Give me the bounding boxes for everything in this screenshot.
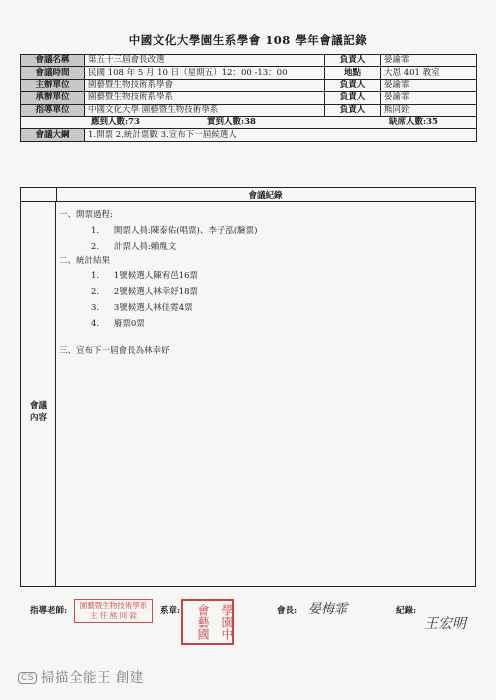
page-title: 中國文化大學園生系學會 108 學年會議記錄 <box>128 33 368 47</box>
advisor-label: 指導老師: <box>30 606 68 616</box>
list-item-number: 4. <box>91 319 100 329</box>
president-signature: 晏梅霏 <box>308 602 348 617</box>
list-item-text: 3號候選人林佳霓4票 <box>113 303 193 313</box>
info-value: 園藝暨生物技術系學會 <box>85 79 325 91</box>
list-item <box>91 285 198 297</box>
stamp-line: 主 任 熊 同 銓 <box>89 611 138 620</box>
info-value: 熊同銓 <box>381 104 477 116</box>
side-label-cell <box>21 202 56 586</box>
recorder-signature: 王宏明 <box>424 616 466 632</box>
list-item-number: 2. <box>91 287 100 297</box>
list-item <box>91 240 176 252</box>
watermark-text: 掃描全能王 創建 <box>41 670 144 686</box>
department-seal <box>181 599 234 645</box>
info-value: 園藝暨生物技術系學系 <box>85 92 325 104</box>
record-header <box>21 188 475 202</box>
expected-count: 應到人數:73 <box>91 116 140 127</box>
info-value: 中國文化大學 園藝暨生物技術學系 <box>85 104 325 116</box>
list-item-text: 計票人員:賴胤文 <box>113 242 177 252</box>
stamp-line: 園藝暨生物技術學系 <box>79 601 148 610</box>
list-item-number: 1. <box>91 226 100 236</box>
info-value: 晏諭霏 <box>381 55 477 67</box>
list-item-text: 1號候選人陳宥邑16票 <box>113 271 199 281</box>
side-label-line1: 會議 <box>29 401 47 411</box>
info-row <box>21 92 477 104</box>
actual-count: 實到人數:38 <box>207 116 256 127</box>
info-value: 晏諭霏 <box>381 92 477 104</box>
info-label: 負責人 <box>325 55 381 67</box>
president-label: 會長: <box>277 606 298 616</box>
meeting-record-section <box>20 187 476 587</box>
info-label: 會議時間 <box>21 67 85 79</box>
list-item <box>91 301 193 313</box>
record-heading: 會議紀錄 <box>248 191 283 201</box>
list-item-text: 開票人員:陳泰佑(唱票)、李子泓(驗票) <box>113 226 258 236</box>
info-label: 地點 <box>325 67 381 79</box>
list-item <box>91 224 257 236</box>
info-row <box>21 104 477 116</box>
list-item-number: 2. <box>91 242 100 252</box>
list-item <box>91 317 145 329</box>
agenda-row <box>21 129 477 141</box>
info-label: 負責人 <box>325 79 381 91</box>
side-label-line2: 內容 <box>29 413 47 423</box>
seal-text: 會藝國 <box>196 604 210 640</box>
info-label: 指導單位 <box>21 104 85 116</box>
info-value: 民國 108 年 5 月 10 日（星期五）12：00 -13：00 <box>85 67 325 79</box>
info-label: 主辦單位 <box>21 79 85 91</box>
record-content <box>59 202 475 586</box>
stats-row <box>21 116 477 128</box>
list-item-number: 1. <box>91 271 100 281</box>
list-item <box>91 269 198 281</box>
info-label: 會議名稱 <box>21 55 85 67</box>
info-value: 大恩 401 教室 <box>381 67 477 79</box>
scanner-watermark <box>18 666 144 686</box>
info-row <box>21 67 477 79</box>
section-two-title: 二、統計結果 <box>59 256 111 266</box>
cs-logo-icon: CS <box>18 672 37 684</box>
section-three-title: 三、宣布下一屆會長為林幸妤 <box>59 346 170 356</box>
info-label: 負責人 <box>325 104 381 116</box>
section-one-title: 一、開票過程: <box>59 210 113 220</box>
seal-text: 學園中 <box>220 604 234 640</box>
agenda-label: 會議大綱 <box>21 129 85 141</box>
list-item-number: 3. <box>91 303 100 313</box>
info-row <box>21 79 477 91</box>
info-row <box>21 55 477 67</box>
info-label: 負責人 <box>325 92 381 104</box>
advisor-stamp <box>74 599 153 623</box>
info-label: 承辦單位 <box>21 92 85 104</box>
info-value: 晏諭霏 <box>381 79 477 91</box>
recorder-label: 紀錄: <box>396 606 417 616</box>
list-item-text: 2號候選人林幸妤18票 <box>113 287 199 297</box>
seal-label: 系章: <box>160 606 181 616</box>
info-value: 第五十三屆會長改選 <box>85 55 325 67</box>
agenda-value: 1.開票 2.統計票數 3.宣布下一屆候選人 <box>85 129 477 141</box>
list-item-text: 廢票0票 <box>113 319 145 329</box>
meeting-info-table <box>20 54 477 142</box>
absent-count: 缺席人數:35 <box>389 116 438 127</box>
